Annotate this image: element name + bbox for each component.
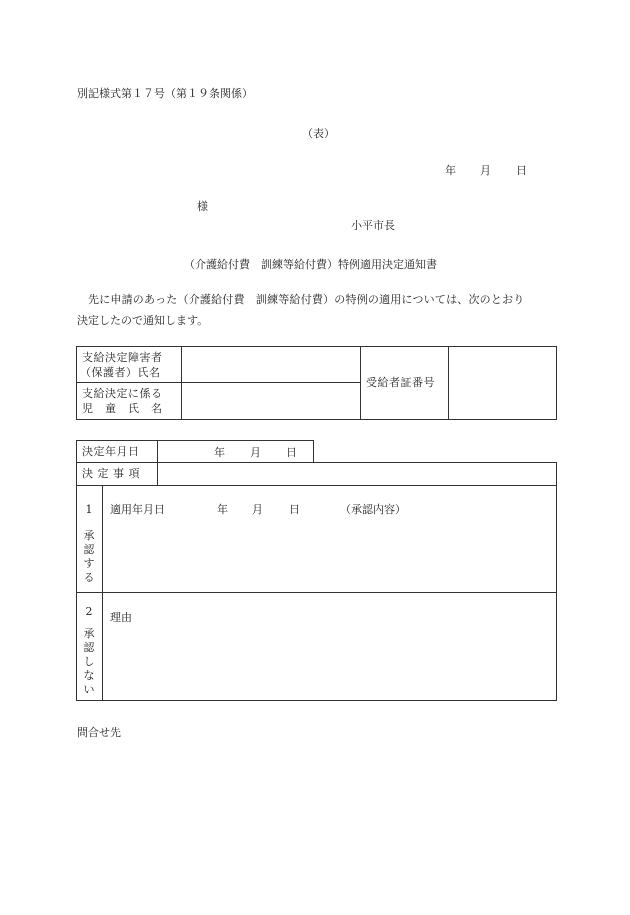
divider (157, 440, 158, 463)
child-name-label-line2: 児 童 氏 名 (82, 402, 163, 415)
divider (157, 462, 158, 485)
applicant-name-label-line2: （保護者）氏名 (80, 366, 161, 379)
contact-label: 問合せ先 (77, 726, 121, 739)
approval-content-label: （承認内容） (340, 503, 406, 516)
approve-number: 1 (85, 503, 93, 516)
child-name-label-line1: 支給決定に係る (82, 387, 163, 400)
divider (76, 382, 361, 383)
apply-date-label: 適用年月日 (110, 503, 165, 516)
recipient-id-field[interactable] (450, 348, 555, 419)
reject-number: 2 (85, 605, 93, 618)
apply-date-day: 日 (289, 503, 300, 516)
reject-vertical-label (81, 605, 97, 697)
divider (102, 485, 103, 701)
date-day: 日 (516, 164, 527, 177)
decision-date-year: 年 (214, 446, 225, 459)
reject-char: い (83, 683, 95, 696)
divider (181, 346, 182, 420)
form-number: 別記様式第１７号（第１９条関係） (77, 87, 253, 100)
divider (360, 346, 361, 420)
approve-char: 承 (83, 529, 95, 542)
decision-items-label: 決 定 事 項 (82, 467, 140, 480)
reject-char: な (83, 669, 95, 682)
reason-label: 理由 (110, 611, 132, 624)
decision-date-label: 決定年月日 (82, 445, 140, 458)
date-year: 年 (445, 164, 456, 177)
divider (76, 592, 557, 593)
applicant-name-field[interactable] (183, 348, 359, 381)
side-label: （表） (302, 127, 335, 140)
body-text-line2: 決定したので通知します。 (77, 314, 209, 327)
recipient-id-label: 受給者証番号 (366, 376, 435, 389)
reject-char: 認 (83, 641, 95, 654)
body-text-line1: 先に申請のあった（介護給付費 訓練等給付費）の特例の適用については、次のとおり (88, 293, 525, 306)
decision-date-day: 日 (286, 446, 297, 459)
apply-date-year: 年 (217, 503, 228, 516)
date-month: 月 (480, 164, 491, 177)
document-title: （介護給付費 訓練等給付費）特例適用決定通知書 (184, 258, 437, 271)
reject-char: 承 (83, 627, 95, 640)
approve-char: す (83, 557, 95, 570)
approve-char: 認 (83, 543, 95, 556)
issuer: 小平市長 (351, 219, 395, 232)
child-name-field[interactable] (183, 384, 359, 419)
approve-vertical-label (81, 503, 97, 585)
divider (76, 485, 557, 486)
applicant-name-label-line1: 支給決定障害者 (82, 351, 163, 364)
approve-char: る (83, 571, 95, 584)
reject-char: し (83, 655, 95, 668)
divider (448, 346, 449, 420)
addressee-suffix: 様 (197, 200, 208, 213)
apply-date-month: 月 (252, 503, 263, 516)
decision-items-box (76, 462, 557, 701)
decision-date-month: 月 (250, 446, 261, 459)
